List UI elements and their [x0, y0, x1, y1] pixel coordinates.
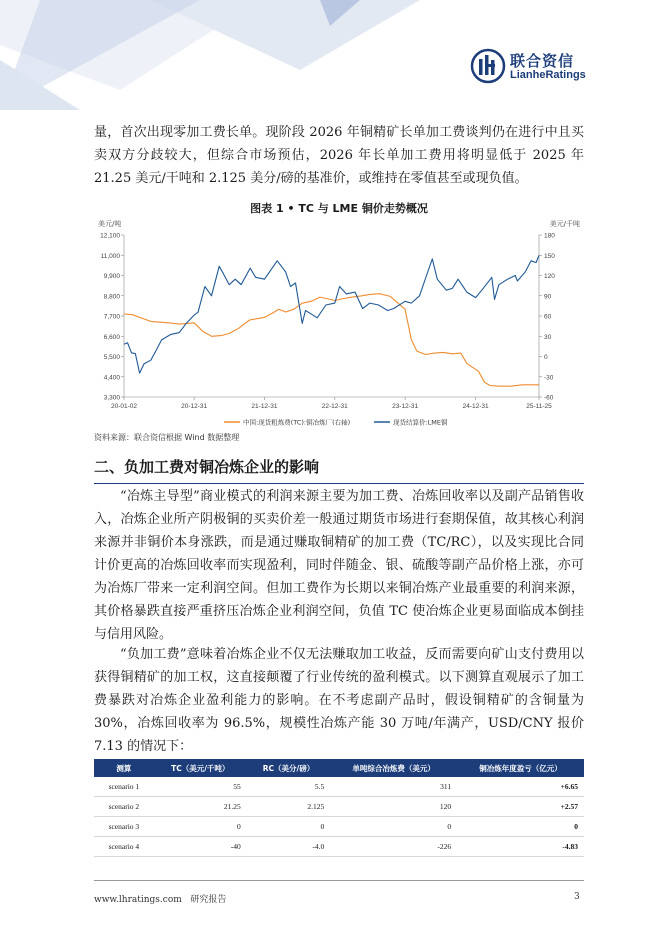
- logo-chinese-name: 联合资信: [510, 52, 575, 70]
- x-tick-label: 24-12-31: [462, 403, 489, 410]
- table-cell: 0: [330, 817, 457, 837]
- page-number: 3: [574, 892, 580, 902]
- table-cell: 55: [154, 777, 247, 797]
- left-tick-label: 12,100: [100, 232, 120, 240]
- table-header-cell: 铜冶炼年度盈亏（亿元）: [457, 759, 584, 777]
- right-axis-unit: 美元/千吨: [549, 220, 580, 228]
- table-cell: 0: [247, 817, 330, 837]
- logo-english-name: LianheRatings: [510, 69, 586, 81]
- table-cell: 0: [154, 817, 247, 837]
- figure-title: 图表 1 • TC 与 LME 铜价走势概况: [250, 202, 428, 215]
- table-cell: scenario 4: [94, 837, 154, 857]
- left-tick-label: 4,400: [103, 374, 120, 382]
- footer-divider: [94, 880, 584, 881]
- table-cell: 2.125: [247, 797, 330, 817]
- x-tick-label: 21-12-31: [251, 403, 278, 410]
- left-tick-label: 5,500: [103, 354, 120, 361]
- brand-logo: [470, 48, 600, 88]
- footer-doc-type: 研究报告: [190, 895, 227, 905]
- footer-website-link[interactable]: www.lhratings.com: [94, 895, 182, 905]
- table-cell: scenario 3: [94, 817, 154, 837]
- left-tick-label: 7,700: [103, 313, 120, 321]
- x-tick-label: 22-12-31: [321, 403, 348, 410]
- right-tick-label: -30: [544, 374, 554, 382]
- left-tick-label: 11,000: [100, 252, 120, 260]
- table-cell: -226: [330, 837, 457, 857]
- lianhe-logo-icon: [470, 48, 506, 84]
- table-cell: 120: [330, 797, 457, 817]
- table-header-cell: 测算: [94, 759, 154, 777]
- right-tick-label: 90: [544, 293, 552, 301]
- tc-lme-chart: [94, 215, 584, 430]
- right-tick-label: -60: [544, 394, 554, 402]
- tc-series-line: [124, 294, 539, 387]
- table-cell: 5.5: [247, 777, 330, 797]
- section-heading: 二、负加工费对铜冶炼企业的影响: [94, 456, 584, 484]
- x-tick-label: 25-11-25: [526, 403, 552, 410]
- table-cell: -4.0: [247, 837, 330, 857]
- legend-lme-label: 现货结算价:LME铜: [393, 418, 448, 427]
- section-paragraph-1: “冶炼主导型”商业模式的利润来源主要为加工费、冶炼回收率以及副产品销售收入，冶炼企业所产阴极铜的买卖价差一般通过期货市场进行套期保值，故其核心利润来源并非铜价本身涨跌，而是通过赚取铜精矿的加工费（TC/RC），以及实现比合同计价更高的冶炼回收率而实现盈利，同时伴随金、银、硫酸等副产品价格上涨，亦可为冶炼厂带来一定利润空间。但加工费作为长期以来铜冶炼产业最重要的利润来源，其价格暴跌直接严重挤压冶炼企业利润空间，负值 TC 使冶炼企业更易面临成本倒挂与信用风险。: [94, 489, 584, 642]
- right-tick-label: 120: [544, 273, 555, 280]
- table-header-cell: RC（美分/磅）: [247, 759, 330, 777]
- x-tick-label: 20-12-31: [181, 403, 208, 410]
- table-cell: -40: [154, 837, 247, 857]
- left-axis-unit: 美元/吨: [98, 220, 122, 228]
- table-cell: scenario 1: [94, 777, 154, 797]
- right-tick-label: 0: [544, 354, 548, 361]
- left-tick-label: 3,300: [103, 394, 120, 402]
- figure-source: 资料来源：联合资信根据 Wind 数据整理: [94, 433, 240, 442]
- x-tick-label: 23-12-31: [392, 403, 419, 410]
- table-cell: scenario 2: [94, 797, 154, 817]
- table-cell: +6.65: [457, 777, 584, 797]
- table-cell: 21.25: [154, 797, 247, 817]
- table-header-row: [94, 759, 584, 777]
- right-tick-label: 150: [544, 252, 555, 260]
- x-tick-label: 20-01-02: [110, 403, 138, 410]
- right-tick-label: 180: [544, 232, 555, 240]
- table-row: [94, 797, 584, 817]
- table-header-cell: TC（美元/千吨）: [154, 759, 247, 777]
- table-cell: +2.57: [457, 797, 584, 817]
- table-cell: -4.83: [457, 837, 584, 857]
- footer-left: [94, 892, 226, 905]
- intro-paragraph: 量，首次出现零加工费长单。现阶段 2026 年铜精矿长单加工费谈判仍在进行中且买卖双方分歧较大，但综合市场预估，2026 年长单加工费用将明显低于 2025 年 21.25 美元/干吨和 2.125 美分/磅的基准价，或维持在零值甚至或现负值。: [94, 125, 584, 186]
- table-row: [94, 777, 584, 797]
- table-cell: 311: [330, 777, 457, 797]
- right-tick-label: 30: [544, 333, 552, 341]
- section-paragraph-2: “负加工费”意味着冶炼企业不仅无法赚取加工收益，反而需要向矿山支付费用以获得铜精矿的加工权，这直接颠覆了行业传统的盈利模式。以下测算直观展示了加工费暴跌对冶炼企业盈利能力的影响。在不考虑副产品时，假设铜精矿的含铜量为 30%，冶炼回收率为 96.5%，规模性冶炼产能 30 万吨/年满产，USD/CNY 报价 7.13 的情况下：: [94, 647, 584, 754]
- table-row: [94, 817, 584, 837]
- left-tick-label: 6,600: [103, 333, 120, 341]
- table-row: [94, 837, 584, 857]
- left-tick-label: 8,800: [103, 293, 120, 301]
- left-tick-label: 9,900: [103, 273, 120, 280]
- table-header-cell: 单吨综合冶炼费（美元）: [330, 759, 457, 777]
- scenario-table: [94, 759, 584, 857]
- legend-tc-label: 中国:现货粗炼费(TC):铜冶炼厂(右轴): [243, 418, 351, 427]
- lme-copper-series-line: [124, 255, 539, 373]
- right-tick-label: 60: [544, 313, 552, 321]
- table-cell: 0: [457, 817, 584, 837]
